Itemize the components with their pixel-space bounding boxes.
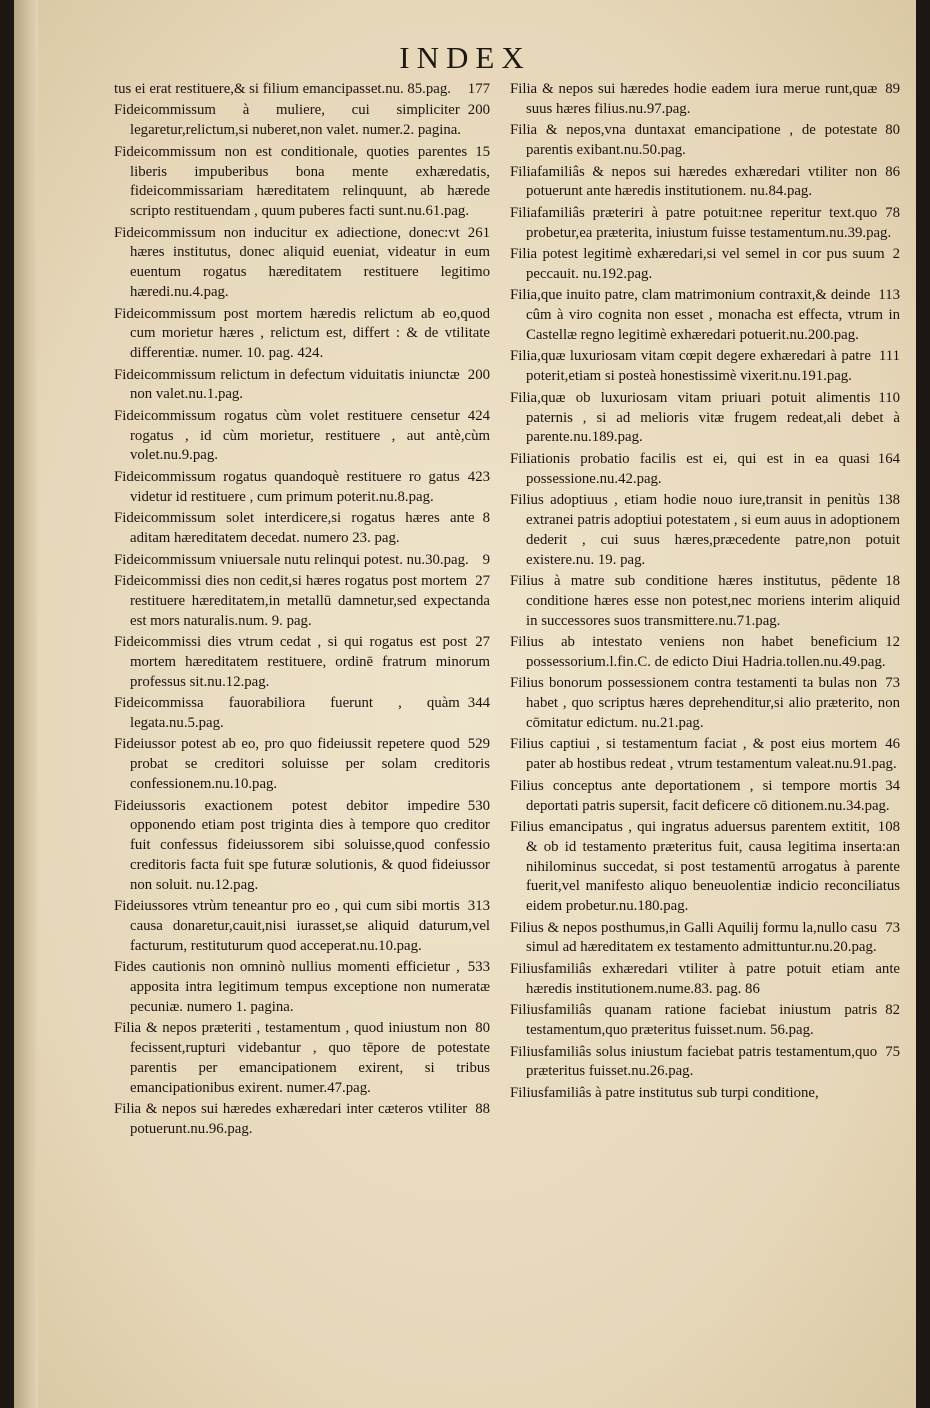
index-entry-text: Fideicommissi dies non cedit,si hæres rogatus post mortem restituere hæreditatem,in metallū damnetur,sed expectanda est mors naturalis.num. 9. pag. xyxy=(114,573,490,629)
index-entry-text: Filiusfamiliâs à patre institutus sub turpi conditione, xyxy=(510,1084,819,1101)
index-entry-page: 111 xyxy=(878,348,900,365)
index-entry xyxy=(114,80,492,100)
index-entry xyxy=(114,694,492,734)
index-entry xyxy=(114,551,492,571)
index-entry-page: 529 xyxy=(467,736,490,753)
index-entry-text: Fideicommissa fauorabiliora fuerunt , quàm legata.nu.5.pag. xyxy=(114,695,460,731)
index-entry-text: tus ei erat restituere,& si filium emancipasset.nu. 85.pag. xyxy=(114,81,451,97)
index-entry-page: 27 xyxy=(475,634,490,651)
index-entry-page: 200 xyxy=(467,102,490,119)
index-column-right xyxy=(510,80,902,1400)
index-entry-text: Fideiussoris exactionem potest debitor impedire opponendo etiam post triginta dies à tempore quo creditor fuit confessus fideiussorem sibi soluisse,quod confessio creditoris facta fuit spe futuræ solutionis, & quod fideiussor non soluit. nu.12.pag. xyxy=(114,797,490,893)
index-entry-page: 9 xyxy=(482,551,490,568)
index-entry xyxy=(114,897,492,956)
index-entry xyxy=(114,633,492,692)
index-entry xyxy=(510,919,902,959)
index-entry-page: 75 xyxy=(885,1043,900,1060)
index-entry xyxy=(114,366,492,406)
index-entry-text: Filius ab intestato veniens non habet beneficium possessorium.l.fin.C. de edicto Diui Hadria.tollen.nu.49.pag. xyxy=(510,634,886,670)
index-entry-page: 164 xyxy=(877,450,900,467)
index-entry-page: 89 xyxy=(885,81,900,97)
index-entry-text: Filiafamiliâs præteriri à patre potuit:nee reperitur text.quo probetur,ea præterita, iniustum fuisse testamentum.nu.39.pag. xyxy=(510,204,892,241)
index-entry-text: Filius à matre sub conditione hæres institutus, pēdente conditione hæres esse non potest,nec moriens interim aliquid in successores suos transmittere.nu.71.pag. xyxy=(510,573,900,629)
index-entry xyxy=(510,347,902,387)
index-entry-page: 18 xyxy=(885,573,900,589)
index-entry-page: 423 xyxy=(467,468,490,485)
index-entry xyxy=(510,450,902,490)
index-entry xyxy=(114,468,492,508)
index-entry-text: Filiusfamiliâs solus iniustum faciebat patris testamentum,quo præteritus fuisset.nu.26.pag. xyxy=(510,1043,878,1080)
index-entry-page: 313 xyxy=(467,898,490,915)
index-entry xyxy=(114,572,492,631)
index-entry-text: Filius adoptiuus , etiam hodie nouo iure,transit in penitùs extranei patris adoptiui potestatem , si eum auus in adoptionem dederit , cui suus hæres,præcedente patre,non potuit existere.nu. 19. pag. xyxy=(510,492,900,568)
index-entry-page: 80 xyxy=(475,1020,490,1037)
index-entry-text: Filia,que inuito patre, clam matrimonium contraxit,& deinde cûm à viro cognita non esset , monacha est effecta, vtrum in Castellæ regno legitimè exhæredari potuerit.nu.200.pag. xyxy=(510,287,900,343)
index-entry xyxy=(114,407,492,466)
index-entry-text: Filius conceptus ante deportationem , si tempore mortis deportati patris supersit, facit deficere cō ditionem.nu.34.pag. xyxy=(510,777,890,814)
index-entry xyxy=(510,245,902,285)
index-entry-page: 533 xyxy=(467,959,490,976)
index-entry-text: Fideicommissum non est conditionale, quoties parentes liberis impuberibus bona mente exhæredatis, fideicommissariam hæreditatem relinquunt, ab hærede scripto restituendam , quum puberes facti sunt.nu.61.pag. xyxy=(114,143,490,220)
index-entry-text: Filius & nepos posthumus,in Galli Aquilij formu la,nullo casu simul ad hæreditatem ex testamento admittuntur.nu.20.pag. xyxy=(510,919,878,956)
index-entry-page: 113 xyxy=(878,287,900,304)
index-entry xyxy=(510,1001,902,1041)
index-entry-text: Filia & nepos sui hæredes hodie eadem iura merue runt,quæ suus hæres filius.nu.97.pag. xyxy=(510,81,878,117)
index-entry-page: 80 xyxy=(885,122,900,139)
index-entry xyxy=(114,1100,492,1140)
index-entry-page: 344 xyxy=(467,695,490,712)
index-entry-page: 110 xyxy=(878,389,900,406)
index-entry xyxy=(510,163,902,203)
index-entry-text: Filiafamiliâs & nepos sui hæredes exhæredari vtiliter non potuerunt ante hæredis institutionem. nu.84.pag. xyxy=(510,163,878,200)
index-entry xyxy=(510,674,902,733)
index-entry xyxy=(114,143,492,222)
index-entry-text: Filia & nepos sui hæredes exhæredari inter cæteros vtiliter potuerunt.nu.96.pag. xyxy=(114,1101,468,1138)
index-entry-page: 73 xyxy=(885,675,900,692)
index-entry-page: 8 xyxy=(482,510,490,527)
index-entry xyxy=(510,121,902,161)
index-entry-text: Filia & nepos præteriti , testamentum , quod iniustum non fecissent,rupturi videbantur , quo tēpore de potestate parentis per emancipationem exirent, si tribus emancipationibus exirent. numer.47.pag. xyxy=(114,1020,490,1096)
index-entry-text: Fideicommissum rogatus cùm volet restituere censetur rogatus , id cùm morietur, restituere , aut antè,cùm volet.nu.9.pag. xyxy=(114,407,490,464)
index-entry-text: Filius captiui , si testamentum faciat , & post eius mortem pater ab hostibus redeat , vtrum testamentum valeat.nu.91.pag. xyxy=(510,736,897,773)
index-entry-text: Fideicommissum rogatus quandoquè restituere ro gatus videtur id restituere , cum primum poterit.nu.8.pag. xyxy=(114,468,460,505)
index-entry-text: Filia,quæ ob luxuriosam vitam priuari potuit alimentis paternis , si ad melioris vitæ frugem redeat,ali debet à parente.nu.189.pag. xyxy=(510,389,900,446)
index-entry-page: 200 xyxy=(467,366,490,383)
index-entry-text: Fideicommissum post mortem hæredis relictum ab eo,quod cum morietur hæres , relictum est, differt : & de vtilitate differentiæ. numer. 10. pag. 424. xyxy=(114,305,490,362)
index-entry-page: 73 xyxy=(885,919,900,936)
index-entry-page: 261 xyxy=(467,224,490,241)
index-entry-text: Fideicommissum à muliere, cui simpliciter legaretur,relictum,si nuberet,non valet. numer.2. pagina. xyxy=(114,102,461,139)
index-entry-text: Filiusfamiliâs quanam ratione faciebat iniustum patris testamentum,quo præteritus fuisset.num. 56.pag. xyxy=(510,1002,878,1039)
index-entry-page: 86 xyxy=(885,163,900,180)
index-column-left xyxy=(114,80,492,1400)
index-entry-text: Fideicommissum solet interdicere,si rogatus hæres ante aditam hæreditatem decedat. numero 23. pag. xyxy=(114,510,475,547)
index-entry-page: 34 xyxy=(885,777,900,794)
index-entry-text: Fideiussores vtrùm teneantur pro eo , qui cum sibi mortis causa donaretur,cauit,nisi iurasset,se aliquid daturum,vel facturum, restituturum quod acceperat.nu.10.pag. xyxy=(114,898,490,954)
index-entry xyxy=(510,491,902,570)
index-entry-page: 46 xyxy=(885,736,900,753)
index-entry-text: Fides cautionis non omninò nullius momenti efficietur , apposita intra legitimum tempus exceptione non numeratæ pecuniæ. numero 1. pagina. xyxy=(114,959,490,1015)
index-entry-page: 88 xyxy=(475,1101,490,1118)
index-entry-text: Fideicommissum relictum in defectum viduitatis iniunctæ non valet.nu.1.pag. xyxy=(114,366,460,403)
index-entry xyxy=(510,389,902,448)
index-entry xyxy=(114,1019,492,1098)
index-entry-text: Fideicommissum non inducitur ex adiectione, donec:vt hæres institutus, donec aliquid eueniat, videatur in eum euentum rogatus hæreditatem restituere legitimo hæredi.nu.4.pag. xyxy=(114,224,490,301)
index-entry xyxy=(114,509,492,549)
index-entry-page: 138 xyxy=(877,492,900,509)
index-entry-text: Fideicommissi dies vtrum cedat , si qui rogatus est post mortem hæreditatem restituere, ordinē fratrum minorum professus sit.nu.12.pag. xyxy=(114,634,490,690)
index-entry xyxy=(510,735,902,775)
index-entry xyxy=(510,204,902,244)
index-entry xyxy=(510,80,902,120)
index-entry xyxy=(114,305,492,364)
book-page xyxy=(14,0,916,1408)
index-entry-text: Filius bonorum possessionem contra testamenti ta bulas non habet , quo scriptus hæres deprehenditur,si alio præterito, non cōmitatur edictum. nu.21.pag. xyxy=(510,675,900,731)
index-entry xyxy=(114,958,492,1017)
index-entry-page: 108 xyxy=(877,819,900,835)
index-entry-text: Filia potest legitimè exhæredari,si vel semel in cor pus suum peccauit. nu.192.pag. xyxy=(510,246,885,282)
index-entry-page: 78 xyxy=(885,204,900,221)
index-entry xyxy=(114,101,492,141)
index-entry-page: 530 xyxy=(467,797,490,814)
index-entry xyxy=(510,818,902,917)
index-entry xyxy=(510,1043,902,1083)
index-entry-text: Filius emancipatus , qui ingratus aduersus parentem extitit, & ob id testamento præteritus fuit, causa legitima inserta:an nihilominus succedat, si post testamentū arrogatus à parente fuerit,vel manifesto aliquo beneuolentiæ indicio reconciliatus eidem probetur.nu.180.pag. xyxy=(510,819,900,915)
index-entry-text: Filia,quæ luxuriosam vitam cœpit degere exhæredari à patre poterit,etiam si posteà honestissimè vixerit.nu.191.pag. xyxy=(510,348,871,385)
index-entry-page: 82 xyxy=(885,1002,900,1019)
index-entry-text: Fideicommissum vniuersale nutu relinqui potest. nu.30.pag. xyxy=(114,551,469,568)
index-entry-page: 12 xyxy=(885,634,900,651)
index-entry xyxy=(510,286,902,345)
index-entry-page: 424 xyxy=(467,407,490,424)
index-entry-text: Filiusfamiliâs exhæredari vtiliter à patre potuit etiam ante hæredis institutionem.nume.83. pag. 86 xyxy=(510,960,900,997)
index-entry xyxy=(510,960,902,1000)
page-header-title: INDEX xyxy=(399,40,531,75)
index-entry-text: Fideiussor potest ab eo, pro quo fideiussit repetere quod probat se creditori soluisse per solam creditoris confessionem.nu.10.pag. xyxy=(114,736,490,793)
index-entry-text: Filiationis probatio facilis est ei, qui est in ea quasi possessione.nu.42.pag. xyxy=(510,450,870,487)
index-entry-page: 15 xyxy=(475,143,490,160)
index-entry xyxy=(114,797,492,896)
index-entry-text: Filia & nepos,vna duntaxat emancipatione , de potestate parentis exibant.nu.50.pag. xyxy=(510,122,878,159)
index-entry xyxy=(114,224,492,303)
index-entry-page: 27 xyxy=(475,573,490,589)
index-entry xyxy=(114,735,492,794)
index-entry-page: 2 xyxy=(892,246,900,263)
index-entry-page: 177 xyxy=(467,81,490,97)
index-entry xyxy=(510,633,902,673)
index-entry xyxy=(510,572,902,631)
page-gutter xyxy=(14,0,38,1408)
index-entry xyxy=(510,777,902,817)
index-entry xyxy=(510,1084,902,1104)
